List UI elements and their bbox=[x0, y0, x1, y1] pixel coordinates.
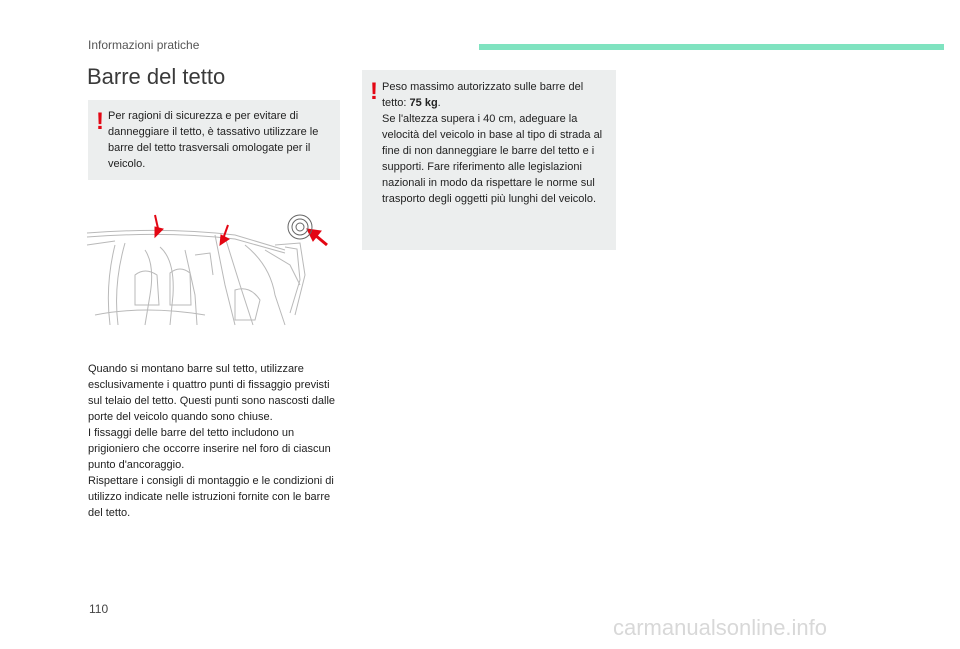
watermark: carmanualsonline.info bbox=[613, 615, 828, 640]
paragraph: Quando si montano barre sul tetto, utilizzare esclusivamente i quattro punti di fissaggio previsti sul telaio del tetto. Questi punti sono nascosti dalle porte del veicolo quando sono chiuse. bbox=[88, 363, 336, 423]
page-number: 110 bbox=[89, 602, 109, 616]
car-roof-fixing-points-illustration bbox=[85, 205, 345, 330]
warning-box-weight bbox=[362, 70, 616, 250]
warning-box-safety bbox=[88, 100, 340, 180]
section-header-bar bbox=[479, 44, 944, 50]
warning-icon: ! bbox=[370, 78, 378, 105]
page-title: Barre del tetto bbox=[87, 64, 226, 89]
paragraph: I fissaggi delle barre del tetto includono un prigioniero che occorre inserire nel foro di ciascun punto d'ancoraggio. bbox=[88, 427, 331, 471]
weight-intro: Peso massimo autorizzato sulle barre del tetto: bbox=[382, 81, 584, 109]
warning-text bbox=[382, 79, 610, 207]
warning-text: Per ragioni di sicurezza e per evitare di danneggiare il tetto, è tassativo utilizzare le barre del tetto trasversali omologate per il veicolo. bbox=[108, 110, 319, 170]
paragraph: Rispettare i consigli di montaggio e le condizioni di utilizzo indicate nelle istruzioni fornite con le barre del tetto. bbox=[88, 475, 334, 519]
weight-value: 75 kg bbox=[409, 97, 438, 109]
body-text bbox=[88, 361, 340, 521]
car-roof-illustration bbox=[85, 205, 345, 330]
warning-icon: ! bbox=[96, 108, 104, 135]
weight-suffix: . bbox=[437, 97, 441, 109]
section-header-title: Informazioni pratiche bbox=[88, 38, 200, 52]
weight-details: Se l'altezza supera i 40 cm, adeguare la velocità del veicolo in base al tipo di strada al fine di non danneggiare le barre del tetto e i supporti. Fare riferimento alle legislazioni nazionali in modo da rispettare le norme sul trasporto degli oggetti più lunghi del veicolo. bbox=[382, 113, 603, 205]
